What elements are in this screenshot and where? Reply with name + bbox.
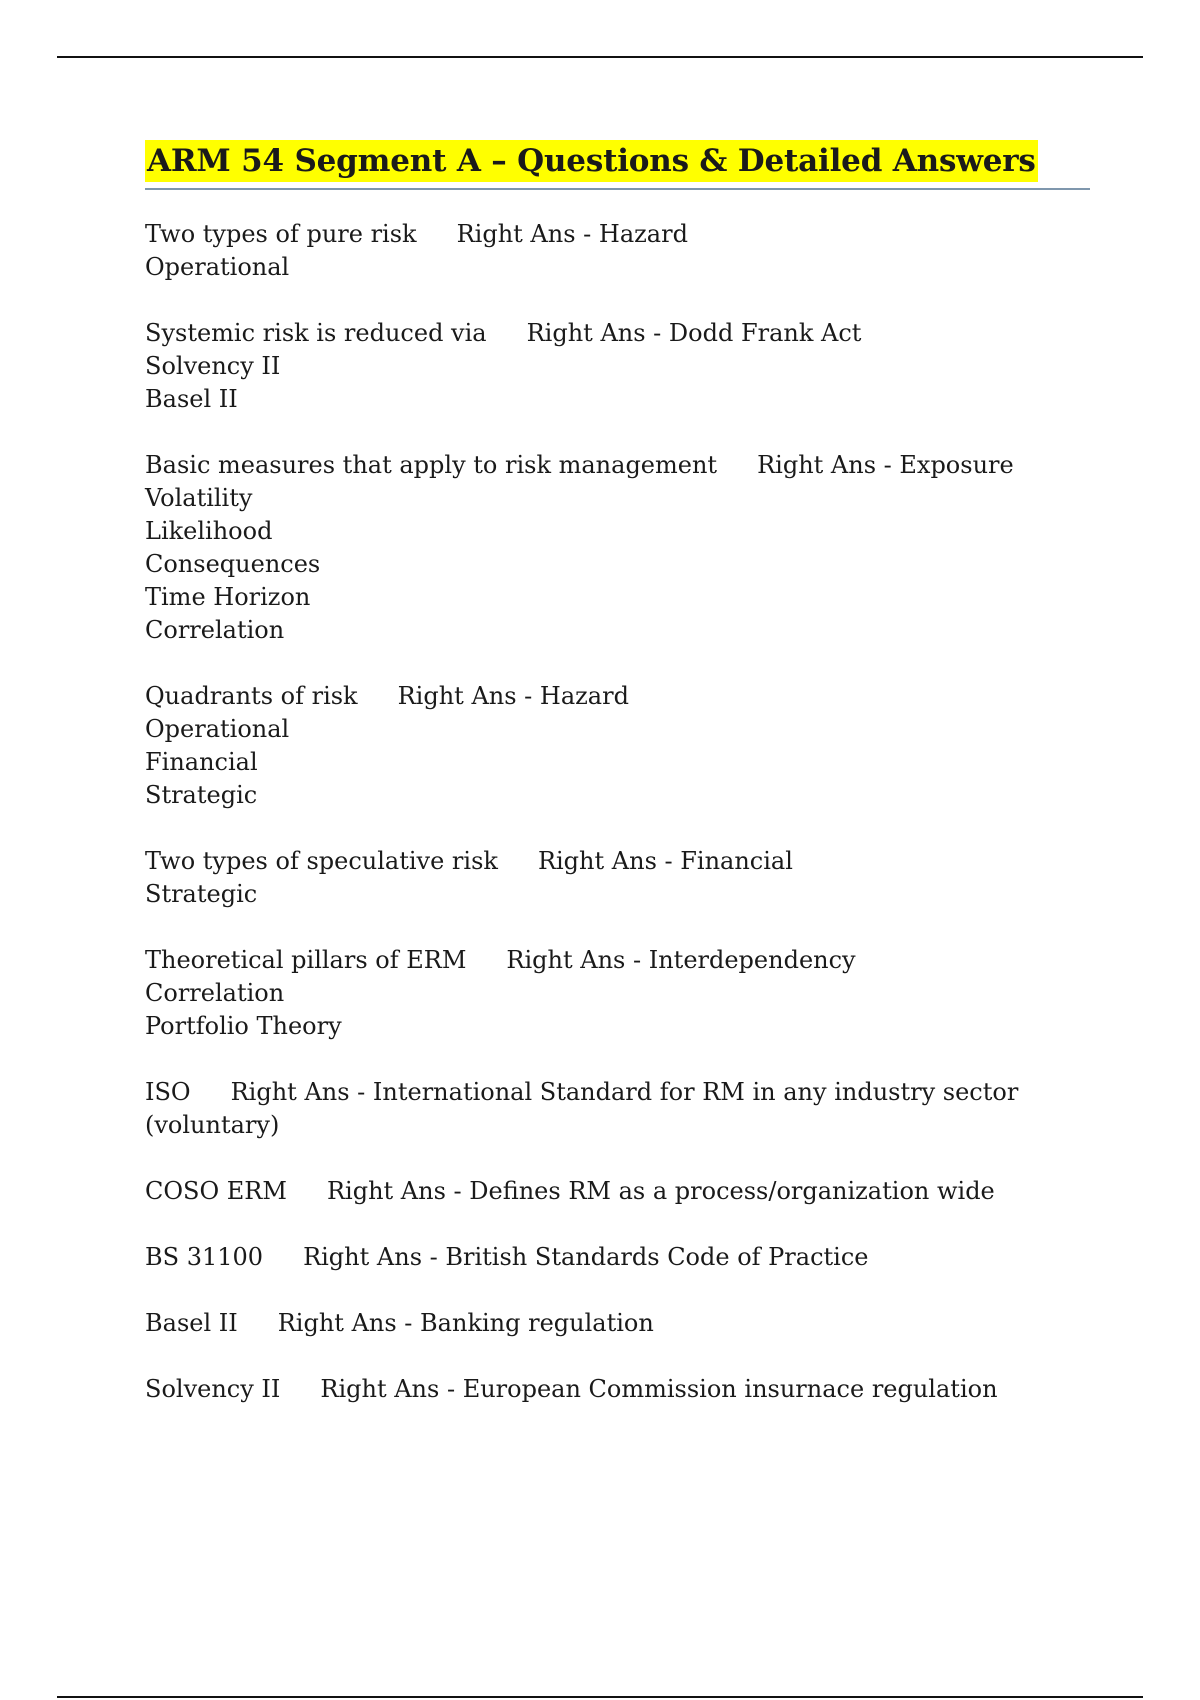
question-text: Theoretical pillars of ERM [145, 946, 467, 974]
question-text: Two types of pure risk [145, 220, 417, 248]
qa-item [145, 845, 1090, 911]
qa-question-line [145, 1373, 1090, 1406]
qa-item [145, 449, 1090, 647]
question-text: Two types of speculative risk [145, 847, 498, 875]
qa-item [145, 1241, 1090, 1274]
title-block [145, 140, 1090, 190]
answer-continuation: Solvency II [145, 352, 281, 380]
answer-continuation: Correlation [145, 979, 285, 1007]
qa-item [145, 1076, 1090, 1142]
qa-item [145, 680, 1090, 812]
answer-continuation: Time Horizon [145, 583, 311, 611]
answer-continuation: Portfolio Theory [145, 1012, 342, 1040]
question-text: COSO ERM [145, 1177, 287, 1205]
answer-continuation: Strategic [145, 781, 258, 809]
answer-text: Right Ans - British Standards Code of Practice [303, 1243, 869, 1271]
answer-continuation: Volatility [145, 484, 253, 512]
answer-text: Right Ans - Defines RM as a process/organization wide [326, 1177, 995, 1205]
qa-question-line [145, 449, 1090, 482]
answer-continuation: Correlation [145, 616, 285, 644]
answer-text: Right Ans - Banking regulation [277, 1309, 654, 1337]
answer-continuation: Basel II [145, 385, 238, 413]
qa-item [145, 218, 1090, 284]
answer-text: Right Ans - Hazard [456, 220, 688, 248]
question-text: Quadrants of risk [145, 682, 358, 710]
question-text: ISO [145, 1078, 191, 1106]
header-rule [57, 56, 1143, 58]
qa-item [145, 1373, 1090, 1406]
answer-continuation: Financial [145, 748, 258, 776]
answer-continuation: Strategic [145, 880, 258, 908]
qa-item [145, 1175, 1090, 1208]
answer-text: Right Ans - Interdependency [506, 946, 856, 974]
footer-rule [57, 1696, 1143, 1698]
answer-text: Right Ans - International Standard for RM in any industry sector [230, 1078, 1019, 1106]
question-text: Solvency II [145, 1375, 281, 1403]
answer-text: Right Ans - Exposure [757, 451, 1014, 479]
qa-item [145, 317, 1090, 416]
qa-question-line [145, 1307, 1090, 1340]
answer-text: Right Ans - Hazard [397, 682, 629, 710]
question-text: BS 31100 [145, 1243, 264, 1271]
answer-continuation: Likelihood [145, 517, 273, 545]
qa-item [145, 1307, 1090, 1340]
document-body [145, 140, 1090, 1439]
qa-question-line [145, 1241, 1090, 1274]
qa-question-line [145, 218, 1090, 251]
answer-text: Right Ans - Dodd Frank Act [526, 319, 862, 347]
answer-continuation: Operational [145, 253, 290, 281]
answer-continuation: Consequences [145, 550, 321, 578]
qa-question-line [145, 680, 1090, 713]
question-text: Systemic risk is reduced via [145, 319, 487, 347]
answer-continuation: (voluntary) [145, 1111, 280, 1139]
qa-item [145, 944, 1090, 1043]
question-text: Basel II [145, 1309, 238, 1337]
document-title: ARM 54 Segment A – Questions & Detailed Answers [145, 140, 1038, 182]
qa-question-line [145, 944, 1090, 977]
question-text: Basic measures that apply to risk management [145, 451, 718, 479]
qa-question-line [145, 1076, 1090, 1109]
answer-text: Right Ans - European Commission insurnace regulation [320, 1375, 998, 1403]
qa-list [145, 218, 1090, 1406]
answer-text: Right Ans - Financial [537, 847, 793, 875]
qa-question-line [145, 1175, 1090, 1208]
answer-continuation: Operational [145, 715, 290, 743]
qa-question-line [145, 845, 1090, 878]
qa-question-line [145, 317, 1090, 350]
